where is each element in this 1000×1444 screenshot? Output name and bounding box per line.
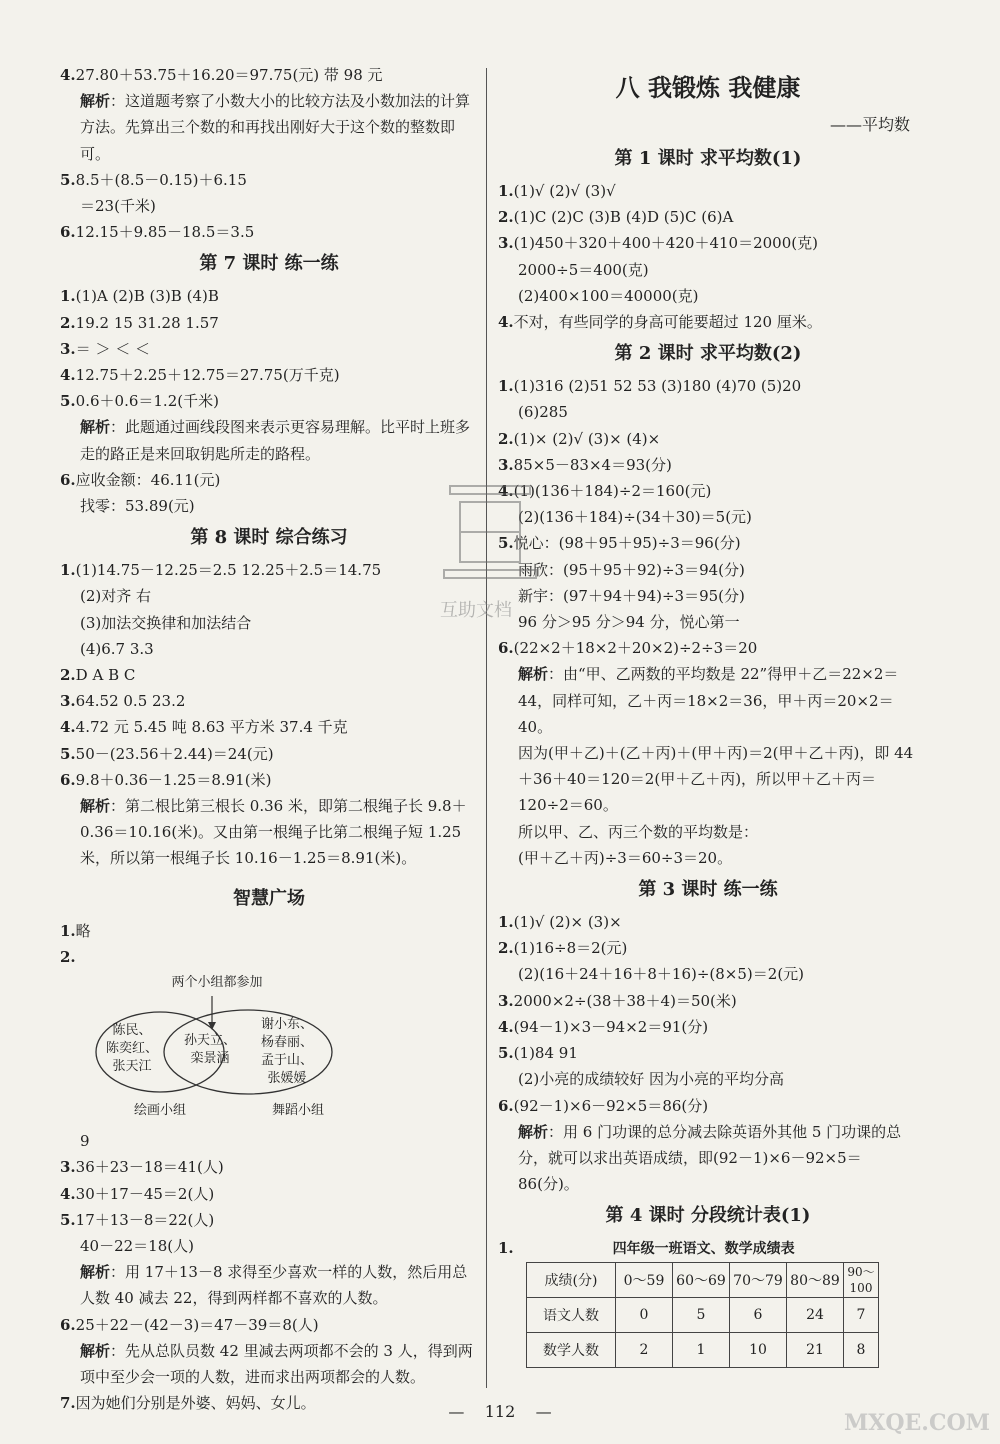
section-heading: 第 2 课时 求平均数(2) (614, 343, 802, 365)
chapter-title: 八 我锻炼 我健康 (615, 73, 801, 102)
answer-line: 1.(1)316 (2)51 52 53 (3)180 (4)70 (5)20 (498, 377, 802, 396)
table-cell: 成绩(分) (527, 1262, 616, 1297)
table-cell: 语文人数 (527, 1297, 616, 1332)
answer-line: 5.悦心：(98＋95＋95)÷3＝96(分) (498, 534, 741, 553)
answer-line: 3.36＋23－18＝41(人) (60, 1158, 224, 1177)
answer-line: 6.25＋22－(42－3)＝47－39＝8(人) (60, 1315, 319, 1334)
table-row (527, 1332, 879, 1367)
answer-line: 1. 四年级一班语文、数学成绩表 (498, 1235, 918, 1261)
left-column (60, 62, 478, 1416)
answer-line: 4.(94－1)×3－94×2＝91(分) (498, 1017, 709, 1036)
watermark: MXQE.COM (843, 1410, 990, 1436)
answer-line: 4.27.80＋53.75＋16.20＝97.75(元) 带 98 元 (60, 66, 383, 84)
answer-line: 1.(1)14.75－12.25＝2.5 12.25＋2.5＝14.75 (60, 561, 382, 580)
table-cell: 1 (673, 1332, 730, 1367)
answer-line: 4.(1)(136＋184)÷2＝160(元) (498, 482, 712, 501)
answer-line: 9 (80, 1132, 90, 1151)
answer-line: 找零：53.89(元) (80, 497, 195, 516)
answer-line: 2.19.2 15 31.28 1.57 (60, 313, 219, 332)
venn-right-group: 舞蹈小组 (271, 1103, 324, 1119)
answer-line: 雨欣：(95＋95＋92)÷3＝94(分) (518, 560, 745, 579)
answer-line: 5.8.5＋(8.5－0.15)＋6.15 (60, 170, 247, 189)
page-number: 112 (484, 1402, 516, 1421)
answer-line: 3.64.52 0.5 23.2 (60, 692, 186, 711)
table-cell: 0 (616, 1297, 673, 1332)
explanation: (甲＋乙＋丙)÷3＝60÷3＝20。 (518, 848, 733, 867)
answer-line: (3)加法交换律和加法结合 (80, 613, 252, 632)
answer-line: 5.17＋13－8＝22(人) (60, 1210, 215, 1229)
table-cell: 5 (673, 1297, 730, 1332)
answer-line: 2.(1)C (2)C (3)B (4)D (5)C (6)A (498, 208, 734, 227)
stamp-text: 互助文档 (440, 600, 512, 621)
table-cell: 2 (616, 1332, 673, 1367)
score-table (526, 1262, 879, 1368)
venn-right-names: 谢小东、 杨春丽、 孟于山、 张媛媛 (260, 1017, 313, 1087)
answer-line: (6)285 (518, 403, 568, 422)
explanation: 解析：由“甲、乙两数的平均数是 22”得甲＋乙＝22×2＝44，同样可知，乙＋丙＝18×2＝36，甲＋丙＝20×2＝40。 (518, 665, 899, 736)
explanation: 解析：第二根比第三根长 0.36 米，即第二根绳子长 9.8＋0.36＝10.16(米)。又由第一根绳子比第二根绳子短 1.25 米，所以第一根绳子长 10.16－1.25＝8.91(米)。 (80, 797, 467, 868)
table-cell: 8 (844, 1332, 879, 1367)
answer-line: 40－22＝18(人) (80, 1236, 194, 1255)
answer-line: 2.(1)16÷8＝2(元) (498, 939, 628, 958)
section-heading: 第 4 课时 分段统计表(1) (605, 1205, 811, 1227)
explanation: 解析：先从总队员数 42 里减去两项都不会的 3 人，得到两项中至少会一项的人数，进而求出两项都会的人数。 (80, 1341, 473, 1386)
section-heading: 第 7 课时 练一练 (199, 253, 339, 275)
table-cell: 6 (730, 1297, 787, 1332)
section-heading: 第 3 课时 练一练 (638, 879, 778, 901)
answer-line: 3.85×5－83×4＝93(分) (498, 455, 672, 474)
answer-line: 1.(1)√ (2)√ (3)√ (498, 182, 616, 200)
answer-line: 3.＝ ＞ ＜ ＜ (60, 339, 150, 358)
answer-line: 96 分＞95 分＞94 分，悦心第一 (518, 613, 740, 632)
answer-line: 4.12.75＋2.25＋12.75＝27.75(万千克) (60, 366, 340, 385)
table-cell: 7 (844, 1297, 879, 1332)
answer-line: 新宇：(97＋94＋94)÷3＝95(分) (518, 586, 745, 605)
explanation: 解析：此题通过画线段图来表示更容易理解。比平时上班多走的路正是来回取钥匙所走的路程。 (80, 418, 471, 463)
explanation: 解析：用 6 门功课的总分减去除英语外其他 5 门功课的总分，就可以求出英语成绩，即(92－1)×6－92×5＝86(分)。 (518, 1122, 902, 1194)
explanation: 因为(甲＋乙)＋(乙＋丙)＋(甲＋丙)＝2(甲＋乙＋丙)，即 44＋36＋40＝120＝2(甲＋乙＋丙)，所以甲＋乙＋丙＝120÷2＝60。 (518, 744, 914, 815)
answer-line: 6.9.8＋0.36－1.25＝8.91(米) (60, 770, 272, 789)
table-title: 四年级一班语文、数学成绩表 (612, 1241, 795, 1258)
venn-mid-names: 孙天立、 栾景涵 (183, 1033, 236, 1067)
table-cell: 80～89 (787, 1262, 844, 1297)
answer-line: 1.(1)√ (2)× (3)× (498, 913, 622, 932)
answer-line: 6.应收金额：46.11(元) (60, 470, 221, 489)
table-cell: 10 (730, 1332, 787, 1367)
answer-line: 6.12.15＋9.85－18.5＝3.5 (60, 223, 255, 242)
answer-line: 6.(22×2＋18×2＋20×2)÷2÷3＝20 (498, 639, 758, 658)
table-header-row (527, 1262, 879, 1297)
right-column (498, 62, 918, 1368)
page-footer: — 112 — (448, 1402, 552, 1421)
answer-line: 2000÷5＝400(克) (518, 260, 649, 279)
answer-line: (2)(16＋24＋16＋8＋16)÷(8×5)＝2(元) (518, 965, 805, 984)
venn-left-names: 陈民、 陈奕红、 张天江 (105, 1023, 158, 1075)
answer-line: (2)小亮的成绩较好 因为小亮的平均分高 (518, 1070, 785, 1089)
table-cell: 90～100 (844, 1262, 879, 1297)
explanation: 解析：这道题考察了小数大小的比较方法及小数加法的计算方法。先算出三个数的和再找出刚好大于这个数的整数即可。 (80, 92, 471, 163)
answer-line: 3.2000×2÷(38＋38＋4)＝50(米) (498, 991, 737, 1010)
section-heading: 智慧广场 (233, 887, 305, 909)
answer-line: 5.(1)84 91 (498, 1044, 578, 1063)
answer-line: 7.因为她们分别是外婆、妈妈、女儿。 (60, 1394, 316, 1413)
table-cell: 21 (787, 1332, 844, 1367)
column-divider (486, 68, 487, 1388)
explanation: 解析：用 17＋13－8 求得至少喜欢一样的人数，然后用总人数 40 减去 22，得到两样都不喜欢的人数。 (80, 1263, 468, 1308)
answer-line: (2)400×100＝40000(克) (518, 286, 699, 305)
table-cell: 数学人数 (527, 1332, 616, 1367)
answer-line: (2)对齐 右 (80, 587, 152, 606)
answer-line: 6.(92－1)×6－92×5＝86(分) (498, 1096, 709, 1115)
answer-line: 3.(1)450＋320＋400＋420＋410＝2000(克) (498, 234, 818, 253)
table-cell: 24 (787, 1297, 844, 1332)
section-heading: 第 8 课时 综合练习 (190, 527, 348, 549)
venn-diagram (80, 974, 478, 1124)
answer-line: 2. (60, 947, 76, 966)
table-row (527, 1297, 879, 1332)
venn-left-group: 绘画小组 (133, 1103, 186, 1119)
table-cell: 60～69 (673, 1262, 730, 1297)
answer-line: (2)(136＋184)÷(34＋30)＝5(元) (518, 508, 752, 527)
answer-line: 5.50－(23.56＋2.44)＝24(元) (60, 744, 274, 763)
answer-line: 4.4.72 元 5.45 吨 8.63 平方米 37.4 千克 (60, 718, 348, 737)
answer-line: 5.0.6＋0.6＝1.2(千米) (60, 392, 219, 411)
table-cell: 0～59 (616, 1262, 673, 1297)
answer-line: 4.不对，有些同学的身高可能要超过 120 厘米。 (498, 313, 822, 332)
section-heading: 第 1 课时 求平均数(1) (614, 148, 802, 169)
answer-line: ＝23(千米) (80, 197, 156, 216)
stamp-icon (430, 472, 550, 592)
answer-line: (4)6.7 3.3 (80, 639, 154, 658)
answer-line: 2.(1)× (2)√ (3)× (4)× (498, 429, 661, 448)
chapter-subtitle: ——平均数 (829, 115, 910, 134)
venn-top-label: 两个小组都参加 (171, 975, 263, 991)
answer-line: 1.略 (60, 921, 91, 940)
answer-line: 4.30＋17－45＝2(人) (60, 1184, 215, 1203)
table-cell: 70～79 (730, 1262, 787, 1297)
answer-line: 1.(1)A (2)B (3)B (4)B (60, 287, 219, 306)
explanation: 所以甲、乙、丙三个数的平均数是： (518, 822, 759, 841)
answer-line: 2.D A B C (60, 666, 136, 685)
